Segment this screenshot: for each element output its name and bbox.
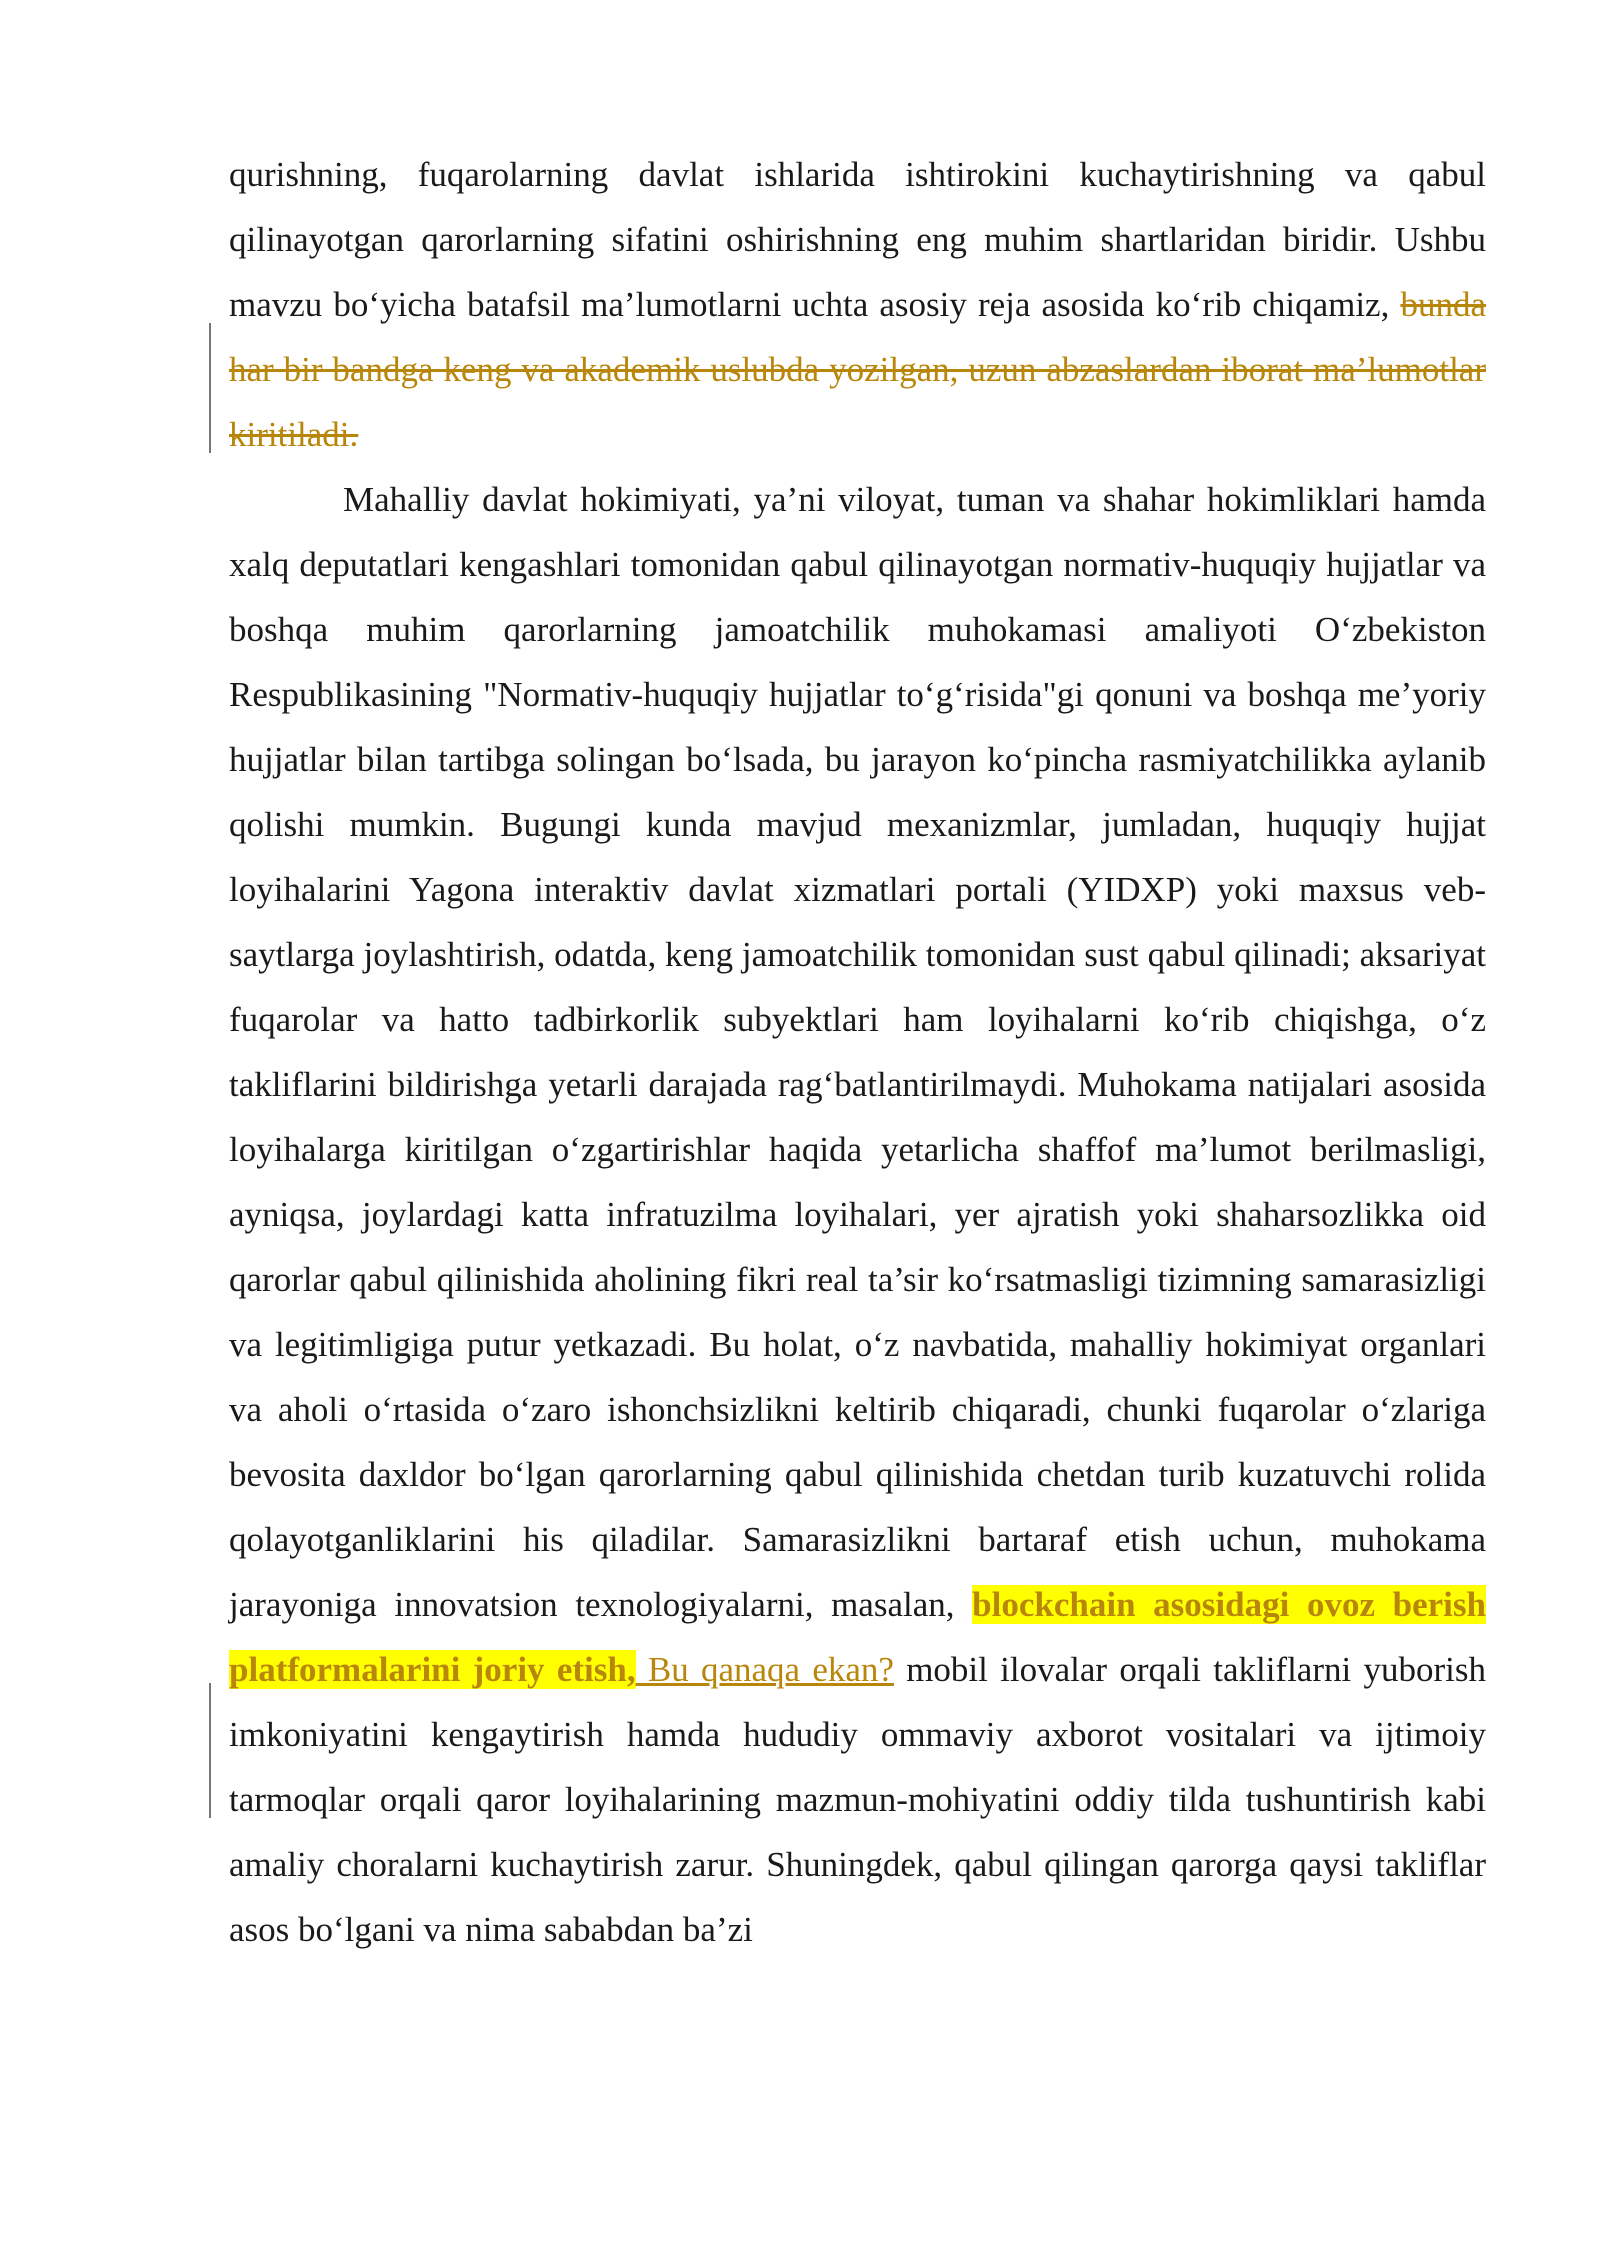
tracked-insertion[interactable]: Bu qanaqa ekan? [635, 1650, 894, 1689]
paragraph-main[interactable] [229, 467, 1486, 1962]
paragraph-text: Mahalliy davlat hokimiyati, ya’ni viloyat, tuman va shahar hokimliklari hamda xalq deputatlari kengashlari tomonidan qabul qilinayotgan normativ-huquqiy hujjatlar va boshqa muhim qarorlarning jamoatchilik muhokamasi amaliyoti O‘zbekiston Respublikasining "Normativ-huquqiy hujjatlar to‘g‘risida"gi qonuni va boshqa me’yoriy hujjatlar bilan tartibga solingan bo‘lsada, bu jarayon ko‘pincha rasmiyatchilikka aylanib qolishi mumkin. Bugungi kunda mavjud mexanizmlar, jumladan, huquqiy hujjat loyihalarini Yagona interaktiv davlat xizmatlari portali (YIDXP) yoki maxsus veb-saytlarga joylashtirish, odatda, keng jamoatchilik tomonidan sust qabul qilinadi; aksariyat fuqarolar va hatto tadbirkorlik subyektlari ham loyihalarni ko‘rib chiqishga, o‘z takliflarini bildirishga yetarli darajada rag‘batlantirilmaydi. Muhokama natijalari asosida loyihalarga kiritilgan o‘zgartirishlar haqida yetarlicha shaffof ma’lumot berilmasligi, ayniqsa, joylardagi katta infratuzilma loyihalari, yer ajratish yoki shaharsozlikka oid qarorlar qabul qilinishida aholining fikri real ta’sir ko‘rsatmasligi tizimning samarasizligi va legitimligiga putur yetkazadi. Bu holat, o‘z navbatida, mahalliy hokimiyat organlari va aholi o‘rtasida o‘zaro ishonchsizlikni keltirib chiqaradi, chunki fuqarolar o‘zlariga bevosita daxldor bo‘lgan qarorlarning qabul qilinishida chetdan turib kuzatuvchi rolida qolayotganliklarini his qiladilar. Samarasizlikni bartaraf etish uchun, muhokama jarayoniga innovatsion texnologiyalarni, masalan, [229, 480, 1486, 1624]
document-body[interactable] [229, 142, 1486, 1962]
tracked-deletion[interactable]: bunda har bir bandga keng va akademik uslubda yozilgan, uzun abzaslardan iborat ma’lumotlar kiritiladi. [229, 285, 1486, 454]
paragraph-text-continued: mobil ilovalar orqali takliflarni yuborish imkoniyatini kengaytirish hamda hududiy ommaviy axborot vositalari va ijtimoiy tarmoqlar orqali qaror loyihalarining mazmun-mohiyatini oddiy tilda tushuntirish kabi amaliy choralarni kuchaytirish zarur. Shuningdek, qabul qilingan qarorga qaysi takliflar asos bo‘lgani va nima sababdan ba’zi [229, 1650, 1486, 1949]
highlighted-insertion[interactable]: blockchain asosidagi ovoz berish platformalarini joriy etish, [229, 1585, 1486, 1689]
paragraph-text: qurishning, fuqarolarning davlat ishlarida ishtirokini kuchaytirishning va qabul qilinayotgan qarorlarning sifatini oshirishning eng muhim shartlaridan biridir. Ushbu mavzu bo‘yicha batafsil ma’lumotlarni uchta asosiy reja asosida ko‘rib chiqamiz, [229, 155, 1486, 324]
change-bar-insertion [209, 1683, 211, 1818]
change-bar-deletion [209, 323, 211, 453]
paragraph-intro[interactable] [229, 142, 1486, 467]
